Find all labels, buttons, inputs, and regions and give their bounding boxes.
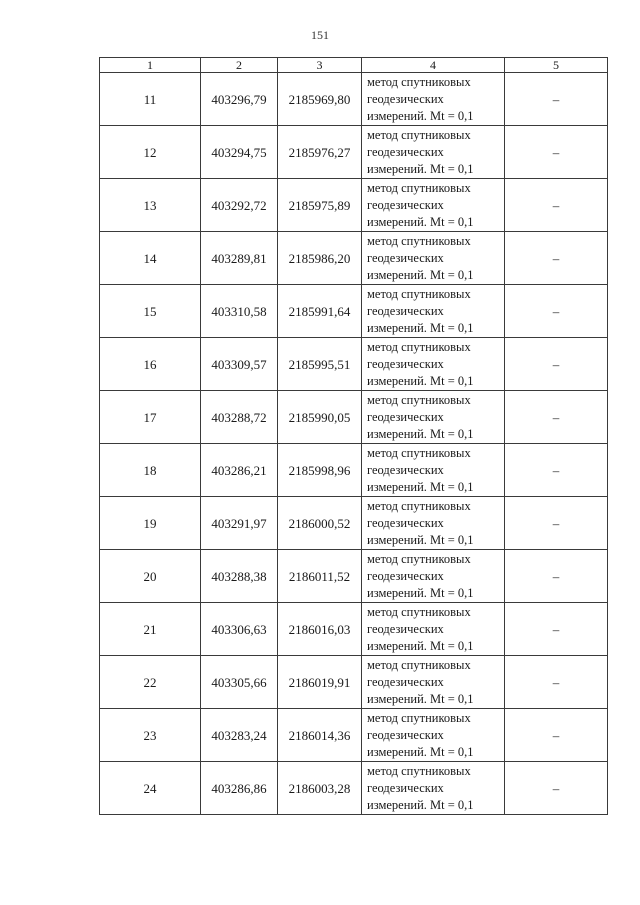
column-5-value: – xyxy=(505,126,608,179)
point-number: 11 xyxy=(100,73,201,126)
method-line-3: измерений. Mt = 0,1 xyxy=(367,532,474,547)
coordinate-x: 403310,58 xyxy=(201,285,278,338)
coordinate-y: 2186016,03 xyxy=(278,603,362,656)
method-description xyxy=(362,656,505,709)
method-line-3: измерений. Mt = 0,1 xyxy=(367,161,474,176)
column-5-value: – xyxy=(505,179,608,232)
method-description xyxy=(362,603,505,656)
coordinate-x: 403309,57 xyxy=(201,338,278,391)
column-5-value: – xyxy=(505,338,608,391)
method-line-1: метод спутниковых xyxy=(367,763,471,778)
method-line-3: измерений. Mt = 0,1 xyxy=(367,691,474,706)
point-number: 13 xyxy=(100,179,201,232)
point-number: 22 xyxy=(100,656,201,709)
method-description xyxy=(362,444,505,497)
method-line-2: геодезических xyxy=(367,250,444,265)
method-line-3: измерений. Mt = 0,1 xyxy=(367,214,474,229)
coordinate-y: 2186011,52 xyxy=(278,550,362,603)
point-number: 21 xyxy=(100,603,201,656)
header-col-4: 4 xyxy=(362,58,505,73)
table-row xyxy=(100,762,608,815)
column-5-value: – xyxy=(505,656,608,709)
method-line-3: измерений. Mt = 0,1 xyxy=(367,320,474,335)
table-row xyxy=(100,285,608,338)
method-description xyxy=(362,391,505,444)
header-col-3: 3 xyxy=(278,58,362,73)
method-line-3: измерений. Mt = 0,1 xyxy=(367,373,474,388)
coordinate-x: 403291,97 xyxy=(201,497,278,550)
method-line-3: измерений. Mt = 0,1 xyxy=(367,267,474,282)
coordinate-y: 2185995,51 xyxy=(278,338,362,391)
column-5-value: – xyxy=(505,709,608,762)
coordinate-x: 403288,72 xyxy=(201,391,278,444)
method-line-2: геодезических xyxy=(367,780,444,795)
point-number: 18 xyxy=(100,444,201,497)
method-line-1: метод спутниковых xyxy=(367,657,471,672)
column-5-value: – xyxy=(505,550,608,603)
method-line-3: измерений. Mt = 0,1 xyxy=(367,108,474,123)
method-line-1: метод спутниковых xyxy=(367,127,471,142)
column-5-value: – xyxy=(505,73,608,126)
coordinates-table xyxy=(99,57,608,815)
point-number: 15 xyxy=(100,285,201,338)
point-number: 12 xyxy=(100,126,201,179)
table-row xyxy=(100,179,608,232)
point-number: 16 xyxy=(100,338,201,391)
method-line-2: геодезических xyxy=(367,356,444,371)
method-line-2: геодезических xyxy=(367,515,444,530)
table-row xyxy=(100,709,608,762)
method-line-3: измерений. Mt = 0,1 xyxy=(367,744,474,759)
coordinate-x: 403283,24 xyxy=(201,709,278,762)
table-body xyxy=(100,73,608,815)
table-header xyxy=(100,58,608,73)
method-line-1: метод спутниковых xyxy=(367,339,471,354)
point-number: 20 xyxy=(100,550,201,603)
coordinate-x: 403286,86 xyxy=(201,762,278,815)
method-line-3: измерений. Mt = 0,1 xyxy=(367,797,474,812)
coordinate-y: 2185986,20 xyxy=(278,232,362,285)
method-line-1: метод спутниковых xyxy=(367,286,471,301)
column-5-value: – xyxy=(505,232,608,285)
method-description xyxy=(362,126,505,179)
method-line-3: измерений. Mt = 0,1 xyxy=(367,426,474,441)
column-5-value: – xyxy=(505,603,608,656)
method-line-1: метод спутниковых xyxy=(367,710,471,725)
point-number: 24 xyxy=(100,762,201,815)
coordinate-y: 2186000,52 xyxy=(278,497,362,550)
header-row xyxy=(100,58,608,73)
column-5-value: – xyxy=(505,497,608,550)
coordinate-x: 403288,38 xyxy=(201,550,278,603)
coordinate-x: 403289,81 xyxy=(201,232,278,285)
column-5-value: – xyxy=(505,762,608,815)
method-line-3: измерений. Mt = 0,1 xyxy=(367,585,474,600)
coordinate-y: 2186003,28 xyxy=(278,762,362,815)
table-row xyxy=(100,126,608,179)
method-description xyxy=(362,762,505,815)
method-line-1: метод спутниковых xyxy=(367,74,471,89)
coordinate-y: 2186014,36 xyxy=(278,709,362,762)
table-row xyxy=(100,497,608,550)
table-row xyxy=(100,391,608,444)
point-number: 23 xyxy=(100,709,201,762)
method-description xyxy=(362,497,505,550)
table-row xyxy=(100,603,608,656)
coordinate-y: 2185976,27 xyxy=(278,126,362,179)
method-description xyxy=(362,709,505,762)
column-5-value: – xyxy=(505,444,608,497)
table-row xyxy=(100,232,608,285)
method-description xyxy=(362,285,505,338)
header-col-2: 2 xyxy=(201,58,278,73)
coordinate-y: 2185990,05 xyxy=(278,391,362,444)
method-line-1: метод спутниковых xyxy=(367,498,471,513)
header-col-5: 5 xyxy=(505,58,608,73)
point-number: 14 xyxy=(100,232,201,285)
method-line-2: геодезических xyxy=(367,303,444,318)
method-description xyxy=(362,550,505,603)
method-line-2: геодезических xyxy=(367,91,444,106)
method-line-1: метод спутниковых xyxy=(367,604,471,619)
page-number: 151 xyxy=(311,28,329,42)
table-row xyxy=(100,338,608,391)
method-line-1: метод спутниковых xyxy=(367,392,471,407)
method-line-1: метод спутниковых xyxy=(367,180,471,195)
method-line-2: геодезических xyxy=(367,621,444,636)
coordinate-x: 403306,63 xyxy=(201,603,278,656)
method-description xyxy=(362,73,505,126)
coordinate-x: 403292,72 xyxy=(201,179,278,232)
coordinate-x: 403294,75 xyxy=(201,126,278,179)
table-row xyxy=(100,444,608,497)
coordinate-y: 2185991,64 xyxy=(278,285,362,338)
method-line-2: геодезических xyxy=(367,727,444,742)
coordinate-y: 2186019,91 xyxy=(278,656,362,709)
column-5-value: – xyxy=(505,285,608,338)
method-line-3: измерений. Mt = 0,1 xyxy=(367,638,474,653)
coordinate-y: 2185975,89 xyxy=(278,179,362,232)
coordinate-y: 2185969,80 xyxy=(278,73,362,126)
method-line-2: геодезических xyxy=(367,144,444,159)
coordinate-x: 403296,79 xyxy=(201,73,278,126)
method-description xyxy=(362,338,505,391)
table-row xyxy=(100,656,608,709)
table-row xyxy=(100,550,608,603)
method-description xyxy=(362,179,505,232)
method-line-3: измерений. Mt = 0,1 xyxy=(367,479,474,494)
method-line-2: геодезических xyxy=(367,568,444,583)
coordinate-x: 403286,21 xyxy=(201,444,278,497)
method-line-2: геодезических xyxy=(367,674,444,689)
method-line-1: метод спутниковых xyxy=(367,551,471,566)
method-line-1: метод спутниковых xyxy=(367,445,471,460)
column-5-value: – xyxy=(505,391,608,444)
method-line-1: метод спутниковых xyxy=(367,233,471,248)
method-line-2: геодезических xyxy=(367,462,444,477)
table-row xyxy=(100,73,608,126)
point-number: 17 xyxy=(100,391,201,444)
method-line-2: геодезических xyxy=(367,409,444,424)
method-description xyxy=(362,232,505,285)
method-line-2: геодезических xyxy=(367,197,444,212)
point-number: 19 xyxy=(100,497,201,550)
header-col-1: 1 xyxy=(100,58,201,73)
coordinate-y: 2185998,96 xyxy=(278,444,362,497)
coordinate-x: 403305,66 xyxy=(201,656,278,709)
